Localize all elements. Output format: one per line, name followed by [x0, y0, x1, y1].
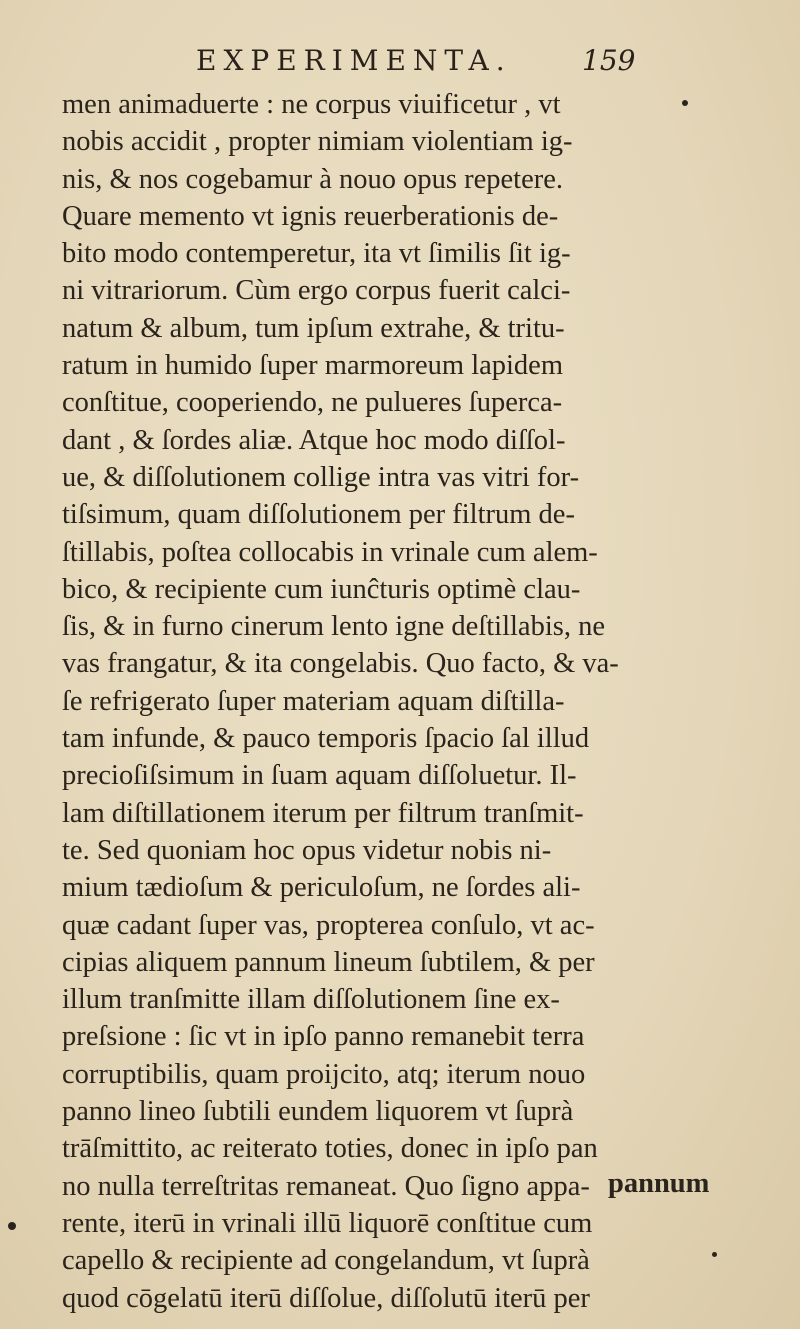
- text-line: nis, & nos cogebamur à nouo opus repetere.: [62, 163, 563, 195]
- text-line: corruptibilis, quam proijcito, atq; iterum nouo: [62, 1058, 586, 1090]
- text-line: ue, & diſſolutionem collige intra vas vitri for-: [62, 461, 580, 493]
- text-line: natum & album, tum ipſum extrahe, & tritu-: [62, 312, 565, 344]
- ink-speck: [682, 100, 688, 106]
- text-line: dant , & ſordes aliæ. Atque hoc modo diſſol-: [62, 424, 566, 456]
- running-header: [0, 44, 800, 84]
- text-line: ſe refrigerato ſuper materiam aquam diſtilla-: [62, 685, 565, 717]
- text-line: conſtitue, cooperiendo, ne pulueres ſuperca-: [62, 387, 563, 419]
- text-line: trāſmittito, ac reiterato toties, donec in ipſo pan: [62, 1133, 598, 1165]
- text-line: illum tranſmitte illam diſſolutionem ſine ex-: [62, 984, 560, 1016]
- text-line: capello & recipiente ad congelandum, vt ſuprà: [62, 1245, 590, 1277]
- page-number: 159: [582, 44, 636, 77]
- text-line: quod cōgelatū iterū diſſolue, diſſolutū iterū per: [62, 1282, 590, 1314]
- text-line: vas frangatur, & ita congelabis. Quo facto, & va-: [62, 648, 619, 680]
- text-line: precioſiſsimum in ſuam aquam diſſoluetur. Il-: [62, 760, 577, 792]
- catchword: pannum: [608, 1168, 710, 1199]
- text-line: ni vitrariorum. Cùm ergo corpus fuerit calci-: [62, 275, 571, 307]
- text-line: lam diſtillationem iterum per filtrum tranſmit-: [62, 797, 584, 829]
- text-line: men animaduerte : ne corpus viuificetur , vt: [62, 89, 561, 120]
- running-title: EXPERIMENTA.: [196, 44, 512, 77]
- body-text: [62, 86, 702, 1317]
- text-line: bico, & recipiente cum iunĉturis optimè clau-: [62, 573, 581, 605]
- text-line: tiſsimum, quam diſſolutionem per filtrum de-: [62, 499, 575, 531]
- text-line: panno lineo ſubtili eundem liquorem vt ſuprà: [62, 1096, 574, 1128]
- text-line: nobis accidit , propter nimiam violentiam ig-: [62, 126, 573, 158]
- text-line: te. Sed quoniam hoc opus videtur nobis ni-: [62, 834, 552, 866]
- text-line: tam infunde, & pauco temporis ſpacio ſal illud: [62, 723, 590, 755]
- text-line: mium tædioſum & periculoſum, ne ſordes ali-: [62, 872, 581, 904]
- text-line: ſtillabis, poſtea collocabis in vrinale cum alem-: [62, 536, 598, 568]
- text-line: ſis, & in furno cinerum lento igne deſtillabis, ne: [62, 611, 605, 643]
- ink-speck: [712, 1252, 717, 1257]
- text-line: cipias aliquem pannum lineum ſubtilem, & per: [62, 946, 595, 978]
- text-line: rente, iterū in vrinali illū liquorē conſtitue cum: [62, 1207, 593, 1239]
- text-line: no nulla terreſtritas remaneat. Quo ſigno appa-: [62, 1170, 590, 1202]
- ink-speck: [8, 1222, 16, 1230]
- text-line: Quare memento vt ignis reuerberationis de-: [62, 200, 559, 232]
- text-line: ratum in humido ſuper marmoreum lapidem: [62, 350, 564, 382]
- text-line: quæ cadant ſuper vas, propterea conſulo, vt ac-: [62, 909, 595, 941]
- text-line: preſsione : ſic vt in ipſo panno remanebit terra: [62, 1021, 585, 1053]
- text-line: bito modo contemperetur, ita vt ſimilis ſit ig-: [62, 238, 571, 270]
